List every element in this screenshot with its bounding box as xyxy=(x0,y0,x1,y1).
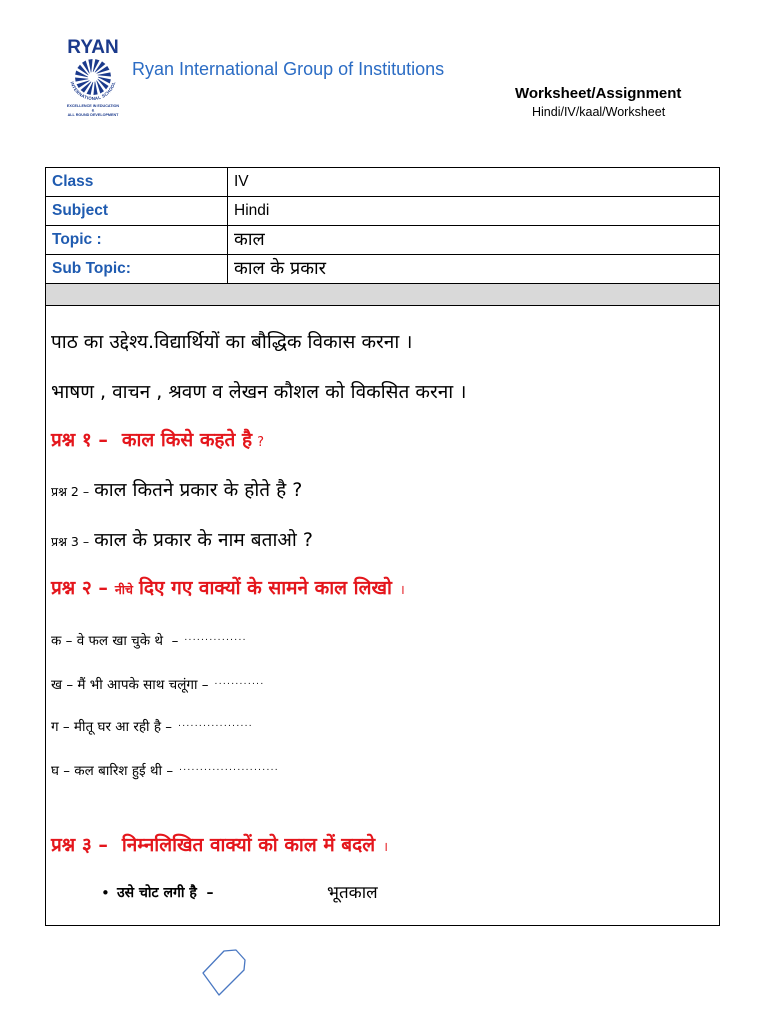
sub-question xyxy=(51,526,313,554)
question-text: काल किसे कहते है xyxy=(121,429,253,451)
logo-ring-text: INTERNATIONAL SCHOOL xyxy=(69,80,117,102)
info-label: Subject xyxy=(46,197,228,225)
info-value: Hindi xyxy=(234,202,270,219)
question-prefix: प्रश्न १ – xyxy=(51,429,108,451)
bullet-marker: • xyxy=(101,884,110,902)
tag-icon xyxy=(196,944,250,1000)
question-2 xyxy=(51,574,405,602)
logo-ray xyxy=(87,82,94,95)
info-label: Sub Topic: xyxy=(46,255,228,283)
logo-wordmark: RYAN xyxy=(67,37,119,58)
bullet-sentence: उसे चोट लगी है – xyxy=(117,885,214,901)
logo-ray xyxy=(98,72,111,76)
info-row-subtopic xyxy=(46,255,719,284)
answer-blank: ........................ xyxy=(179,763,279,773)
answer-blank: ............ xyxy=(214,677,265,687)
question-prefix: प्रश्न ३ – xyxy=(51,834,108,856)
question-text: काल के प्रकार के नाम बताओ ? xyxy=(94,529,313,551)
document-type: Worksheet/Assignment xyxy=(515,85,682,102)
info-row-class xyxy=(46,168,719,197)
bullet-item xyxy=(46,879,719,907)
exercise-sentence: क – वे फल खा चुके थे – xyxy=(51,633,179,649)
question-mark: ? xyxy=(257,435,264,450)
question-text: दिए गए वाक्यों के सामने काल लिखो xyxy=(138,577,392,599)
question-prefix: प्रश्न 3 – xyxy=(51,534,90,549)
document-code: Hindi/IV/kaal/Worksheet xyxy=(532,105,666,119)
logo-tagline-line3: ALL ROUND DEVELOPMENT xyxy=(67,113,119,117)
section-divider-bar xyxy=(46,284,719,306)
info-value: काल के प्रकार xyxy=(234,258,327,279)
exercise-item xyxy=(51,624,247,652)
question-prefix: प्रश्न 2 – xyxy=(51,484,90,499)
logo-ray xyxy=(98,77,111,84)
sub-question xyxy=(51,476,302,504)
question-end-mark: । xyxy=(399,583,405,598)
logo-emblem-center xyxy=(89,73,97,81)
objective-line: भाषण , वाचन , श्रवण व लेखन कौशल को विकसित करना । xyxy=(51,381,467,403)
logo-ray xyxy=(75,77,88,81)
info-row-subject xyxy=(46,197,719,226)
info-row-topic xyxy=(46,226,719,255)
info-label: Class xyxy=(46,168,228,196)
logo-ray xyxy=(93,59,100,72)
exercise-item xyxy=(51,668,264,696)
logo-tagline-line1: EXCELLENCE IN EDUCATION xyxy=(66,104,120,108)
logo-ray xyxy=(75,71,88,78)
organization-name: Ryan International Group of Institutions xyxy=(132,59,445,79)
logo-tagline-line2: & xyxy=(91,108,95,113)
worksheet-table xyxy=(45,167,720,926)
question-end-mark: । xyxy=(383,840,389,855)
answer-blank: ............... xyxy=(184,633,247,643)
exercise-sentence: ख – मैं भी आपके साथ चलूंगा – xyxy=(51,677,209,693)
question-1 xyxy=(51,426,264,454)
logo-ray xyxy=(93,82,97,95)
info-value: काल xyxy=(234,229,265,250)
question-prefix: प्रश्न २ – xyxy=(51,577,108,599)
info-label: Topic : xyxy=(46,226,228,254)
exercise-sentence: ग – मीतू घर आ रही है – xyxy=(51,719,173,735)
worksheet-body xyxy=(46,306,719,925)
logo-ray xyxy=(88,59,92,72)
answer-blank: .................. xyxy=(178,719,253,729)
ryan-logo xyxy=(56,36,130,122)
exercise-item xyxy=(51,754,279,782)
question-3 xyxy=(51,831,388,859)
exercise-item xyxy=(51,710,253,738)
question-small-word: नीचे xyxy=(114,582,133,597)
objective-line: पाठ का उद्देश्य.विद्यार्थियों का बौद्धिक विकास करना । xyxy=(51,331,413,353)
question-text: काल कितने प्रकार के होते है ? xyxy=(94,479,303,501)
exercise-sentence: घ – कल बारिश हुई थी – xyxy=(51,763,174,779)
question-text: निम्नलिखित वाक्यों को काल में बदले xyxy=(121,834,376,856)
bullet-answer: भूतकाल xyxy=(327,883,378,903)
info-value: IV xyxy=(234,173,249,190)
